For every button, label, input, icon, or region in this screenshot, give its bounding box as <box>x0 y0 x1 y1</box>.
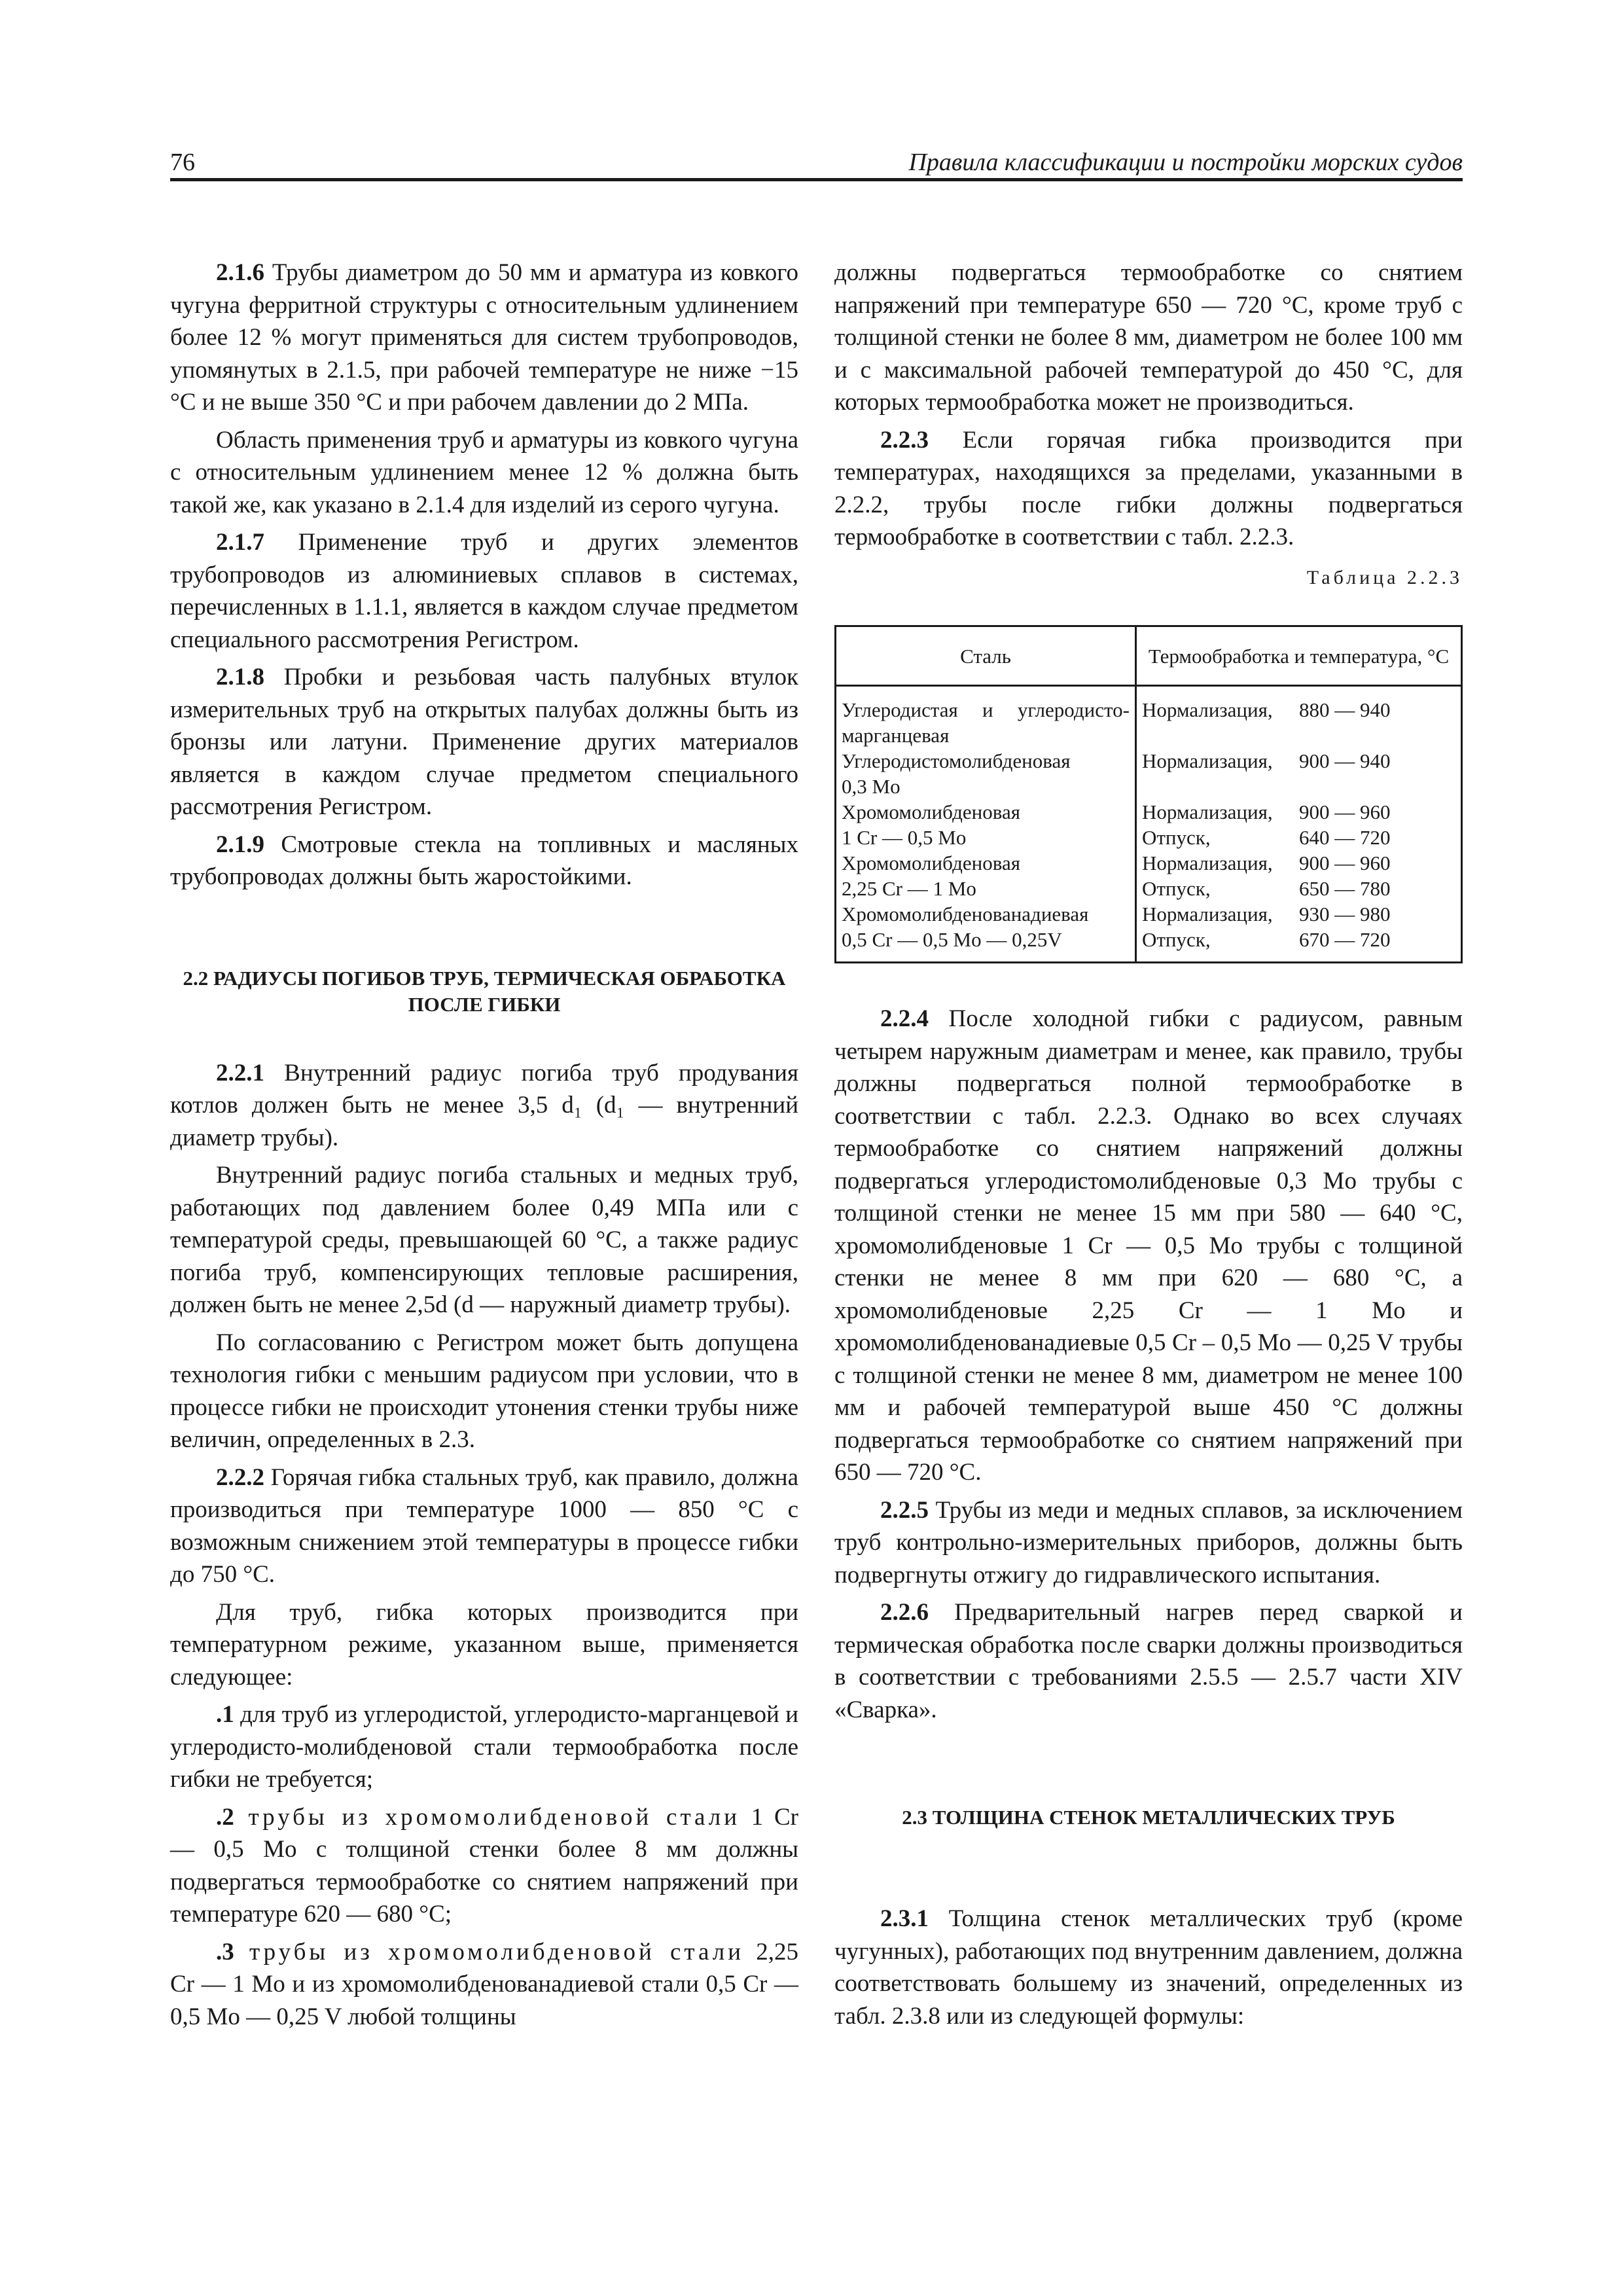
right-column <box>834 257 1463 2032</box>
steel-cell <box>836 748 1136 799</box>
steel-name-line: 0,3 Mo <box>842 775 901 798</box>
treatment-temperature: 650 — 780 <box>1299 877 1391 900</box>
table-row <box>836 686 1462 749</box>
paragraph-2-2-5: 2.2.5 Трубы из меди и медных сплавов, за исключением труб контрольно-измерительных приборов, должны быть подвергнуты отжигу до гидравлического испытания. <box>834 1496 1463 1588</box>
treatment-line <box>1142 697 1455 723</box>
treatment-line <box>1142 748 1455 774</box>
treatment-temperature: 670 — 720 <box>1299 928 1391 951</box>
treatment-name: Нормализация, <box>1142 852 1273 874</box>
paragraph-2-3-1: 2.3.1 Толщина стенок металлических труб (кроме чугунных), работающих под внутренним давлением, должна соответствовать большему из значений, определенных из табл. 2.3.8 или из следующей формулы: <box>834 1905 1463 2030</box>
steel-name-line: Углеродистая и углеродисто- <box>842 698 1130 721</box>
paragraph-2-1-6-cont: Область применения труб и арматуры из ковкого чугуна с относительным удлинением менее 12 % должна быть такой же, как указано в 2.1.4 для изделий из серого чугуна. <box>170 426 798 518</box>
table-row <box>836 850 1462 901</box>
table-header-treatment: Термообработка и температура, °С <box>1136 626 1462 686</box>
list-item-3: .3 трубы из хромомолибденовой стали 2,25 Cr — 1 Mo и из хромомолибденованадиевой стали 0,5 Cr — 0,5 Mo — 0,25 V любой толщины <box>170 1938 799 2030</box>
treatment-cell <box>1136 799 1462 850</box>
table-row <box>836 748 1462 799</box>
treatment-temperature: 900 — 940 <box>1299 749 1391 772</box>
paragraph-2-2-1: 2.2.1 Внутренний радиус погиба труб продувания котлов должен быть не менее 3,5 d₁ (d₁ — внутренний диаметр трубы). <box>170 1059 798 1151</box>
treatment-cell <box>1136 748 1462 799</box>
paragraph-2-2-2: 2.2.2 Горячая гибка стальных труб, как правило, должна производиться при температуре 1000 — 850 °С с возможным снижением этой температуры в процессе гибки до 750 °С. <box>170 1463 798 1588</box>
steel-name-line: Углеродистомолибденовая <box>842 749 1071 772</box>
page-number: 76 <box>170 149 195 176</box>
paragraph-2-2-2-3-cont: должны подвергаться термообработке со снятием напряжений при температуре 650 — 720 °С, кроме труб с толщиной стенки не более 8 мм, диаметром не более 100 мм и с максимальной рабочей температурой до 450 °С, для которых термообработка может не производиться. <box>834 259 1463 416</box>
treatment-name: Отпуск, <box>1142 826 1211 849</box>
steel-name-line: 2,25 Cr — 1 Mo <box>842 877 976 900</box>
treatment-temperature: 640 — 720 <box>1299 826 1391 849</box>
treatment-spacer <box>1142 774 1455 799</box>
treatment-spacer <box>1142 723 1455 748</box>
running-title: Правила классификации и постройки морских судов <box>908 149 1463 176</box>
paragraph-2-2-4: 2.2.4 После холодной гибки с радиусом, равным четырем наружным диаметрам и менее, как правило, трубы должны подвергаться полной термообработке в соответствии с табл. 2.2.3. Однако во всех случаях термообработке со снятием напряжений должны подвергаться углеродистомолибденовые 0,3 Mo трубы с толщиной стенки не менее 15 мм при 580 — 640 °С, хромомолибденовые 1 Cr — 0,5 Mo трубы с толщиной стенки не менее 8 мм при 620 — 680 °С, а хромомолибденовые 2,25 Cr — 1 Mo и хромомолибденованадиевые 0,5 Cr – 0,5 Mo — 0,25 V трубы с толщиной стенки не менее 8 мм, диаметром не менее 100 мм и рабочей температурой выше 450 °С должны подвергаться термообработке со снятием напряжений при 650 — 720 °С. <box>834 1005 1463 1486</box>
paragraph-2-1-7: 2.1.7 Применение труб и других элементов трубопроводов из алюминиевых сплавов в системах, перечисленных в 1.1.1, является в каждом случае предметом специального рассмотрения Регистром. <box>170 529 798 653</box>
treatment-line <box>1142 927 1455 952</box>
treatment-line <box>1142 825 1455 850</box>
treatment-line <box>1142 876 1455 901</box>
table-caption: Таблица 2.2.3 <box>1306 566 1463 588</box>
header-rule <box>170 178 1463 181</box>
treatment-line <box>1142 901 1455 927</box>
paragraph-2-2-1-b: Внутренний радиус погиба стальных и медных труб, работающих под давлением более 0,49 МПа или с температурой среды, превышающей 60 °С, а также радиус погиба труб, компенсирующих тепловые расширения, должен быть не менее 2,5d (d — наружный диаметр трубы). <box>170 1162 798 1318</box>
treatment-line <box>1142 850 1455 876</box>
treatment-temperature: 930 — 980 <box>1299 903 1391 925</box>
paragraph-2-2-2-b: Для труб, гибка которых производится при температурном режиме, указанном выше, применяется следующее: <box>170 1598 798 1691</box>
steel-cell <box>836 799 1136 850</box>
paragraph-2-1-6: 2.1.6 Трубы диаметром до 50 мм и арматура из ковкого чугуна ферритной структуры с относительным удлинением более 12 % могут применяться для систем трубопроводов, упомянутых в 2.1.5, при рабочей температуре не ниже −15 °С и не выше 350 °С и при рабочем давлении до 2 МПа. <box>170 259 798 416</box>
paragraph-2-2-6: 2.2.6 Предварительный нагрев перед сваркой и термическая обработка после сварки должны производиться в соответствии с требованиями 2.5.5 — 2.5.7 части XIV «Сварка». <box>834 1599 1463 1723</box>
table-2-2-3 <box>834 625 1463 963</box>
steel-cell <box>836 901 1136 963</box>
paragraph-2-1-9: 2.1.9 Смотровые стекла на топливных и масляных трубопроводах должны быть жаростойкими. <box>170 831 798 890</box>
treatment-name: Нормализация, <box>1142 800 1273 823</box>
table-header-steel: Сталь <box>836 626 1136 686</box>
left-column <box>170 257 798 2033</box>
steel-cell <box>836 686 1136 749</box>
steel-name-line: Хромомолибденованадиевая <box>842 903 1089 925</box>
treatment-cell <box>1136 686 1462 749</box>
paragraph-2-2-1-c: По согласованию с Регистром может быть допущена технология гибки с меньшим радиусом при условии, что в процессе гибки не происходит утонения стенки трубы ниже величин, определенных в 2.3. <box>170 1329 798 1453</box>
steel-name-line: 1 Cr — 0,5 Mo <box>842 826 967 849</box>
steel-name-line: Хромомолибденовая <box>842 852 1020 874</box>
treatment-name: Нормализация, <box>1142 749 1273 772</box>
steel-name-line: 0,5 Cr — 0,5 Mo — 0,25V <box>842 928 1062 951</box>
table-row <box>836 901 1462 963</box>
steel-cell <box>836 850 1136 901</box>
treatment-cell <box>1136 901 1462 963</box>
section-heading-2-3: 2.3 ТОЛЩИНА СТЕНОК МЕТАЛЛИЧЕСКИХ ТРУБ <box>902 1806 1395 1829</box>
list-item-1: .1 для труб из углеродистой, углеродисто-марганцевой и углеродисто-молибденовой стали термообработка после гибки не требуется; <box>170 1701 798 1793</box>
list-item-2: .2 трубы из хромомолибденовой стали 1 Cr — 0,5 Mo с толщиной стенки более 8 мм должны подвергаться термообработке со снятием напряжений при температуре 620 — 680 °С; <box>170 1803 799 1928</box>
table-row <box>836 799 1462 850</box>
treatment-name: Отпуск, <box>1142 877 1211 900</box>
section-heading-2-2: 2.2 РАДИУСЫ ПОГИБОВ ТРУБ, ТЕРМИЧЕСКАЯ ОБРАБОТКА ПОСЛЕ ГИБКИ <box>183 966 786 1016</box>
treatment-cell <box>1136 850 1462 901</box>
treatment-name: Нормализация, <box>1142 903 1273 925</box>
treatment-temperature: 900 — 960 <box>1299 852 1391 874</box>
steel-name-line: Хромомолибденовая <box>842 800 1020 823</box>
paragraph-2-2-3: 2.2.3 Если горячая гибка производится при температурах, находящихся за пределами, указанными в 2.2.2, трубы после гибки должны подвергаться термообработке в соответствии с табл. 2.2.3. <box>834 426 1463 550</box>
steel-name-line: марганцевая <box>842 724 950 747</box>
treatment-temperature: 880 — 940 <box>1299 698 1391 721</box>
treatment-name: Нормализация, <box>1142 698 1273 721</box>
page-header <box>170 148 1463 179</box>
treatment-name: Отпуск, <box>1142 928 1211 951</box>
paragraph-2-1-8: 2.1.8 Пробки и резьбовая часть палубных втулок измерительных труб на открытых палубах должны быть из бронзы или латуни. Применение других материалов является в каждом случае предметом специального рассмотрения Регистром. <box>170 664 798 820</box>
treatment-temperature: 900 — 960 <box>1299 800 1391 823</box>
treatment-line <box>1142 799 1455 825</box>
